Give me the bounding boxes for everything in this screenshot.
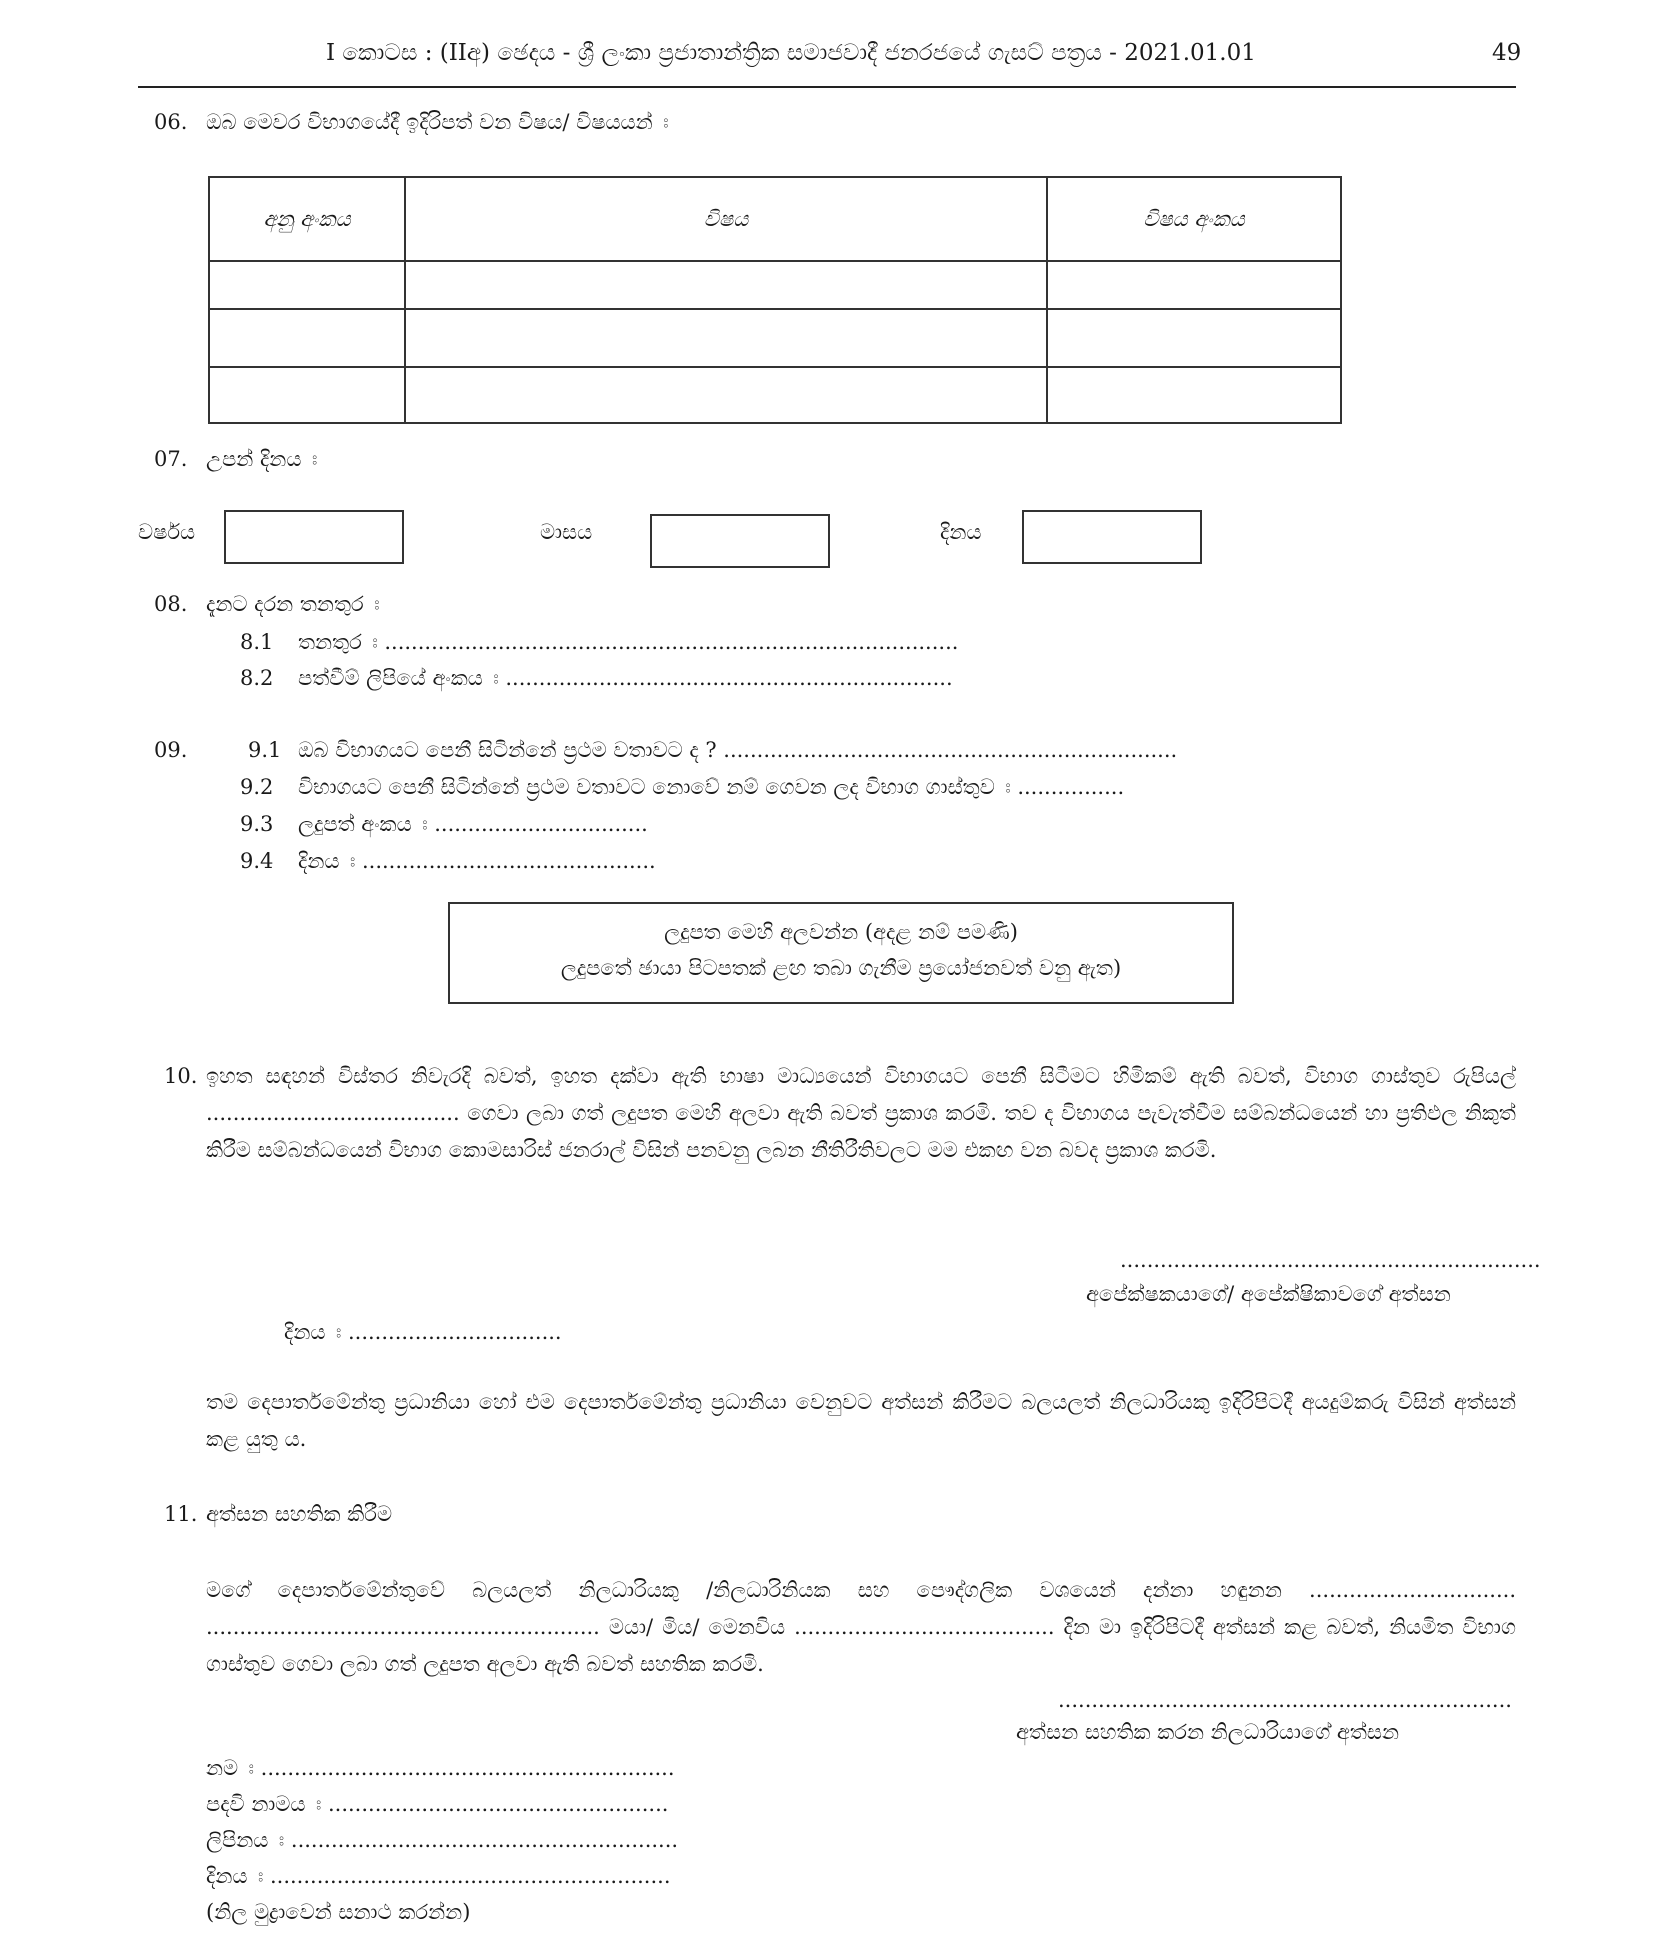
declaration-text: ඉහත සඳහන් විස්තර නිවැරදි බවත්, ඉහත දක්වා ඇති භාෂා මාධ්‍යයෙන් විභාගයට පෙනී සිටීමට හිමිකම් ඇති බවත්, විභාග ගාස්තුව රුපියල් ...................................... ගෙවා ලබා ගත් ලදුපත මෙහි අලවා ඇති බවත් ප්‍රකාශ කරමි. තව ද විභාගය පැවැත්වීම සම්බන්ධයෙන් හා ප්‍රතිඵල නිකුත් කිරීම සම්බන්ධයෙන් විභාග කොමසාරිස් ජනරාල් විසින් පනවනු ලබන නීතිරීතිවලට මම එකඟ වන බවද ප්‍රකාශ කරමි. <box>206 1064 1516 1162</box>
table-cell[interactable] <box>405 309 1047 367</box>
section-07-label: උපන් දිනය ඃ <box>206 447 318 471</box>
officer-signature-line[interactable]: .................................................................... <box>1058 1688 1512 1712</box>
item-9-4-number: 9.4 <box>240 849 274 873</box>
col-serial-number: අනු අංකය <box>209 177 405 261</box>
applicant-signature-line[interactable]: ............................................................... <box>1120 1248 1541 1272</box>
section-09-number: 09. <box>154 738 188 762</box>
receipt-paste-line2: ලදුපතේ ඡායා පිටපතක් ළඟ තබා ගැනීම ප්‍රයෝජනවත් වනු ඇත) <box>560 956 1122 980</box>
section-08-label: දැනට දරන තනතුර ඃ <box>206 592 380 616</box>
receipt-number-field[interactable]: ලදුපත් අංකය ඃ ................................ <box>298 812 648 836</box>
subjects-table <box>208 176 1342 424</box>
table-cell[interactable] <box>209 261 405 309</box>
table-row <box>209 309 1341 367</box>
day-label: දිනය <box>940 520 982 544</box>
header-rule <box>138 86 1516 88</box>
item-9-2-number: 9.2 <box>240 775 274 799</box>
col-subject-number: විෂය අංකය <box>1047 177 1341 261</box>
receipt-date-field[interactable]: දිනය ඃ ............................................ <box>298 849 656 873</box>
signing-note: තම දෙපාර්තමේන්තු ප්‍රධානියා හෝ එම දෙපාර්තමේන්තු ප්‍රධානියා වෙනුවට අත්සන් කිරීමට බලයලත් නිලධාරියකු ඉදිරිපිටදී අයදුම්කරු විසින් අත්සන් කළ යුතු ය. <box>206 1390 1516 1451</box>
table-cell[interactable] <box>209 367 405 423</box>
officer-date-field[interactable]: දිනය ඃ ............................................................ <box>206 1864 671 1888</box>
month-input-box[interactable] <box>650 514 830 568</box>
item-8-2-number: 8.2 <box>240 666 274 690</box>
officer-designation-field[interactable]: පදවි නාමය ඃ ................................................... <box>206 1792 669 1816</box>
section-06-label: ඔබ මෙවර විභාගයේදී ඉදිරිපත් වන විෂය/ විෂයයන් ඃ <box>206 110 669 134</box>
year-input-box[interactable] <box>224 510 404 564</box>
current-post-field[interactable]: තනතුර ඃ ...................................................................................... <box>298 630 959 654</box>
table-cell[interactable] <box>1047 261 1341 309</box>
first-attempt-field[interactable]: ඔබ විභාගයට පෙනී සිටින්නේ ප්‍රථම වතාවට ද ? .................................................................... <box>298 738 1178 762</box>
officer-name-field[interactable]: නම ඃ .............................................................. <box>206 1756 675 1780</box>
table-cell[interactable] <box>1047 309 1341 367</box>
day-input-box[interactable] <box>1022 510 1202 564</box>
year-label: වර්ෂය <box>138 520 196 544</box>
exam-fee-field[interactable]: විභාගයට පෙනී සිටින්නේ ප්‍රථම වතාවට නොවේ නම් ගෙවන ලද විභාග ගාස්තුව ඃ ................ <box>298 775 1125 799</box>
table-cell[interactable] <box>209 309 405 367</box>
appointment-letter-number-field[interactable]: පත්වීම් ලිපියේ අංකය ඃ ................................................................... <box>298 666 953 690</box>
applicant-signature-label: අපේක්ෂකයාගේ/ අපේක්ෂිකාවගේ අත්සන <box>1086 1282 1451 1306</box>
item-8-1-number: 8.1 <box>240 630 274 654</box>
col-subject: විෂය <box>405 177 1047 261</box>
section-08-number: 08. <box>154 592 188 616</box>
receipt-paste-box <box>448 902 1234 1004</box>
item-9-1-number: 9.1 <box>248 738 282 762</box>
page-number: 49 <box>1492 40 1522 66</box>
table-cell[interactable] <box>405 367 1047 423</box>
section-06-number: 06. <box>154 110 188 134</box>
table-header-row <box>209 177 1341 261</box>
receipt-paste-line1: ලදුපත මෙහි අලවන්න (අදළ නම් පමණි) <box>664 920 1018 944</box>
table-cell[interactable] <box>1047 367 1341 423</box>
item-9-3-number: 9.3 <box>240 812 274 836</box>
month-label: මාසය <box>540 520 593 544</box>
section-11-number: 11. <box>164 1502 198 1526</box>
officer-signature-label: අත්සන සහතික කරන නිලධාරියාගේ අත්සන <box>1016 1720 1400 1744</box>
official-seal-note: (නිල මුද්‍රාවෙන් සනාථ කරන්න) <box>206 1900 471 1924</box>
certification-text: මගේ දෙපාර්තමේන්තුවේ බලයලත් නිලධාරියකු /නිලධාරිනියක සහ පෞද්ගලික වශයෙන් දන්නා හඳුනන ............................... ........................................................... මයා/ මිය/ මෙනවිය ....................................... දින මා ඉදිරිපිටදී අත්සන් කළ බවත්, නියමිත විභාග ගාස්තුව ගෙවා ලබා ගත් ලදුපත අලවා ඇති බවත් සහතික කරමි. <box>206 1578 1516 1676</box>
section-10-number: 10. <box>164 1064 198 1088</box>
table-row <box>209 367 1341 423</box>
declaration-date-field[interactable]: දිනය ඃ ................................ <box>284 1320 562 1344</box>
section-07-number: 07. <box>154 447 188 471</box>
section-11-title: අත්සන සහතික කිරීම <box>206 1502 393 1526</box>
officer-address-field[interactable]: ලිපිනය ඃ .......................................................... <box>206 1828 679 1852</box>
table-cell[interactable] <box>405 261 1047 309</box>
table-row <box>209 261 1341 309</box>
page-header-title: I කොටස : (IIඅ) ඡෙදය - ශ්‍රී ලංකා ප්‍රජාතාන්ත්‍රික සමාජවාදී ජනරජයේ ගැසට් පත්‍රය - 2021.01.01 <box>326 40 1256 66</box>
